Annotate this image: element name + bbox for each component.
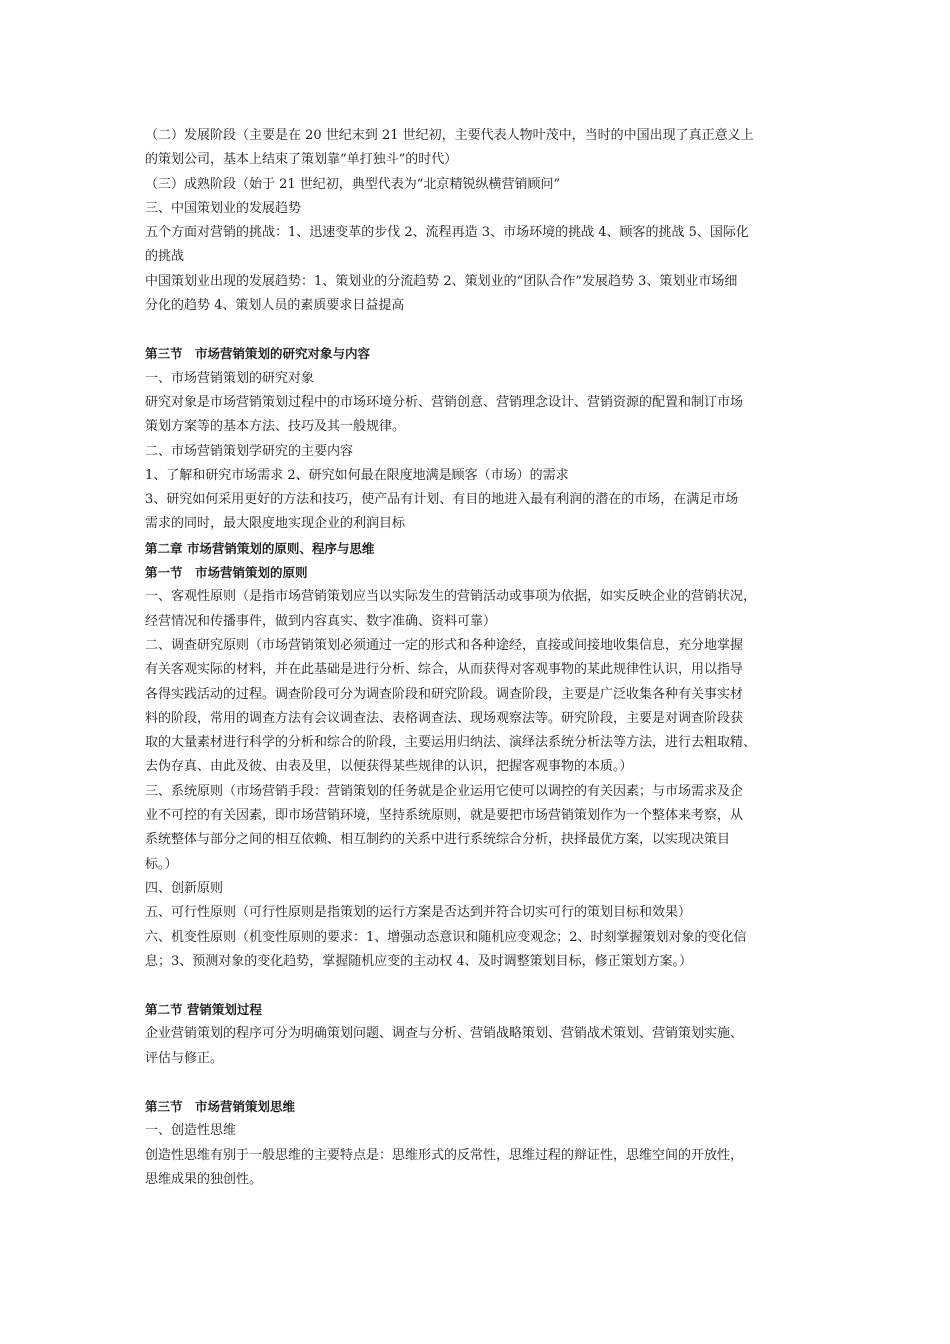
paragraph xyxy=(145,391,813,440)
paragraph xyxy=(145,1144,813,1193)
chapter-two xyxy=(145,537,813,974)
text-line: 创造性思维有别于一般思维的主要特点是：思维形式的反常性，思维过程的辩证性，思维空间的开放性， xyxy=(145,1147,744,1163)
text-line: 需求的同时，最大限度地实现企业的利润目标 xyxy=(145,516,406,532)
section-heading: 第三节 市场营销策划的研究对象与内容 xyxy=(145,346,371,362)
blank-line xyxy=(145,974,813,998)
text-line: 五个方面对营销的挑战：1、迅速变革的步伐 2、流程再造 3、市场环境的挑战 4、顾客的挑战 5、国际化 xyxy=(145,225,749,241)
paragraph xyxy=(145,926,813,975)
text-line: 二、市场营销策划学研究的主要内容 xyxy=(145,443,354,459)
text-line: 3、研究如何采用更好的方法和技巧，使产品有计划、有目的地进入最有利润的潜在的市场，在满足市场 xyxy=(145,492,739,508)
paragraph xyxy=(145,585,813,634)
text-line: 业不可控的有关因素，即市场营销环境，坚持系统原则，就是要把市场营销策划作为一个整体来考察，从 xyxy=(145,808,744,824)
text-line: 取的大量素材进行科学的分析和综合的阶段，主要运用归纳法、演绎法系统分析法等方法，进行去粗取精、 xyxy=(145,735,757,751)
paragraph xyxy=(145,124,813,173)
paragraph xyxy=(145,1022,813,1071)
paragraph xyxy=(145,367,813,391)
paragraph xyxy=(145,1119,813,1143)
paragraph xyxy=(145,464,813,488)
text-line: 1、了解和研究市场需求 2、研究如何最在限度地满是顾客（市场）的需求 xyxy=(145,467,569,483)
paragraph xyxy=(145,270,813,319)
paragraph xyxy=(145,877,813,901)
paragraph xyxy=(145,173,813,197)
text-line: 评估与修正。 xyxy=(145,1050,224,1066)
document-page xyxy=(145,124,813,1192)
section-planning-thinking xyxy=(145,1095,813,1192)
section-heading: 第三节 市场营销策划思维 xyxy=(145,1098,296,1114)
text-line: 企业营销策划的程序可分为明确策划问题、调查与分析、营销战略策划、营销战术策划、营销策划实施、 xyxy=(145,1026,744,1042)
paragraph xyxy=(145,221,813,270)
text-line: 系统整体与部分之间的相互依赖、相互制约的关系中进行系统综合分析，抉择最优方案，以实现决策目 xyxy=(145,832,731,848)
section-heading: 第一节 市场营销策划的原则 xyxy=(145,565,308,581)
text-line: （二）发展阶段（主要是在 20 世纪末到 21 世纪初，主要代表人物叶茂中，当时的中国出现了真正意义上 xyxy=(145,128,754,143)
intro-block xyxy=(145,124,813,318)
chapter-heading: 第二章 市场营销策划的原则、程序与思维 xyxy=(145,540,375,556)
section-planning-process xyxy=(145,998,813,1071)
text-line: 中国策划业出现的发展趋势：1、策划业的分流趋势 2、策划业的“团队合作”发展趋势 3、策划业市场细 xyxy=(145,273,738,289)
text-line: 息；3、预测对象的变化趋势，掌握随机应变的主动权 4、及时调整策划目标，修正策划方案。） xyxy=(145,953,693,969)
text-line: 各得实践活动的过程。调查阶段可分为调查阶段和研究阶段。调查阶段，主要是广泛收集各种有关事实材 xyxy=(145,686,744,702)
text-line: 五、可行性原则（可行性原则是指策划的运行方案是否达到并符合切实可行的策划目标和效果） xyxy=(145,905,692,921)
text-line: 一、创造性思维 xyxy=(145,1123,237,1139)
text-line: 策划方案等的基本方法、技巧及其一般规律。 xyxy=(145,419,406,435)
text-line: 四、创新原则 xyxy=(145,880,224,896)
paragraph xyxy=(145,197,813,221)
text-line: 研究对象是市场营销策划过程中的市场环境分析、营销创意、营销理念设计、营销资源的配置和制订市场 xyxy=(145,394,744,410)
text-line: 的策划公司，基本上结束了策划靠“单打独斗”的时代） xyxy=(145,152,458,168)
paragraph xyxy=(145,440,813,464)
text-line: 的挑战 xyxy=(145,249,185,265)
text-line: 思维成果的独创性。 xyxy=(145,1171,263,1187)
paragraph xyxy=(145,488,813,537)
text-line: 二、调查研究原则（市场营销策划必须通过一定的形式和各种途经，直接或间接地收集信息，充分地掌握 xyxy=(145,637,744,653)
text-line: 三、系统原则（市场营销手段：营销策划的任务就是企业运用它使可以调控的有关因素；与市场需求及企 xyxy=(145,783,744,799)
text-line: 三、中国策划业的发展趋势 xyxy=(145,200,302,216)
paragraph xyxy=(145,901,813,925)
blank-line xyxy=(145,318,813,342)
text-line: 一、市场营销策划的研究对象 xyxy=(145,370,315,386)
text-line: 经营情况和传播事件，做到内容真实、数字准确、资料可靠） xyxy=(145,613,497,629)
blank-line xyxy=(145,1071,813,1095)
section-research-object xyxy=(145,342,813,536)
text-line: 去伪存真、由此及彼、由表及里，以便获得某些规律的认识，把握客观事物的本质。） xyxy=(145,759,633,775)
text-line: 料的阶段，常用的调查方法有会议调查法、表格调查法、现场观察法等。研究阶段，主要是对调查阶段获 xyxy=(145,710,744,726)
text-line: 六、机变性原则（机变性原则的要求：1、增强动态意识和随机应变观念；2、时刻掌握策划对象的变化信 xyxy=(145,929,747,945)
text-line: （三）成熟阶段（始于 21 世纪初，典型代表为“北京精锐纵横营销顾问” xyxy=(145,176,561,192)
text-line: 有关客观实际的材料，并在此基础是进行分析、综合，从而获得对客观事物的某此规律性认识，用以指导 xyxy=(145,662,744,678)
text-line: 一、客观性原则（是指市场营销策划应当以实际发生的营销活动或事项为依据，如实反映企业的营销状况， xyxy=(145,589,757,605)
paragraph xyxy=(145,780,813,877)
section-heading: 第二节 营销策划过程 xyxy=(145,1002,262,1018)
text-line: 分化的趋势 4、策划人员的素质要求日益提高 xyxy=(145,298,405,314)
text-line: 标。） xyxy=(145,856,178,872)
paragraph xyxy=(145,634,813,780)
